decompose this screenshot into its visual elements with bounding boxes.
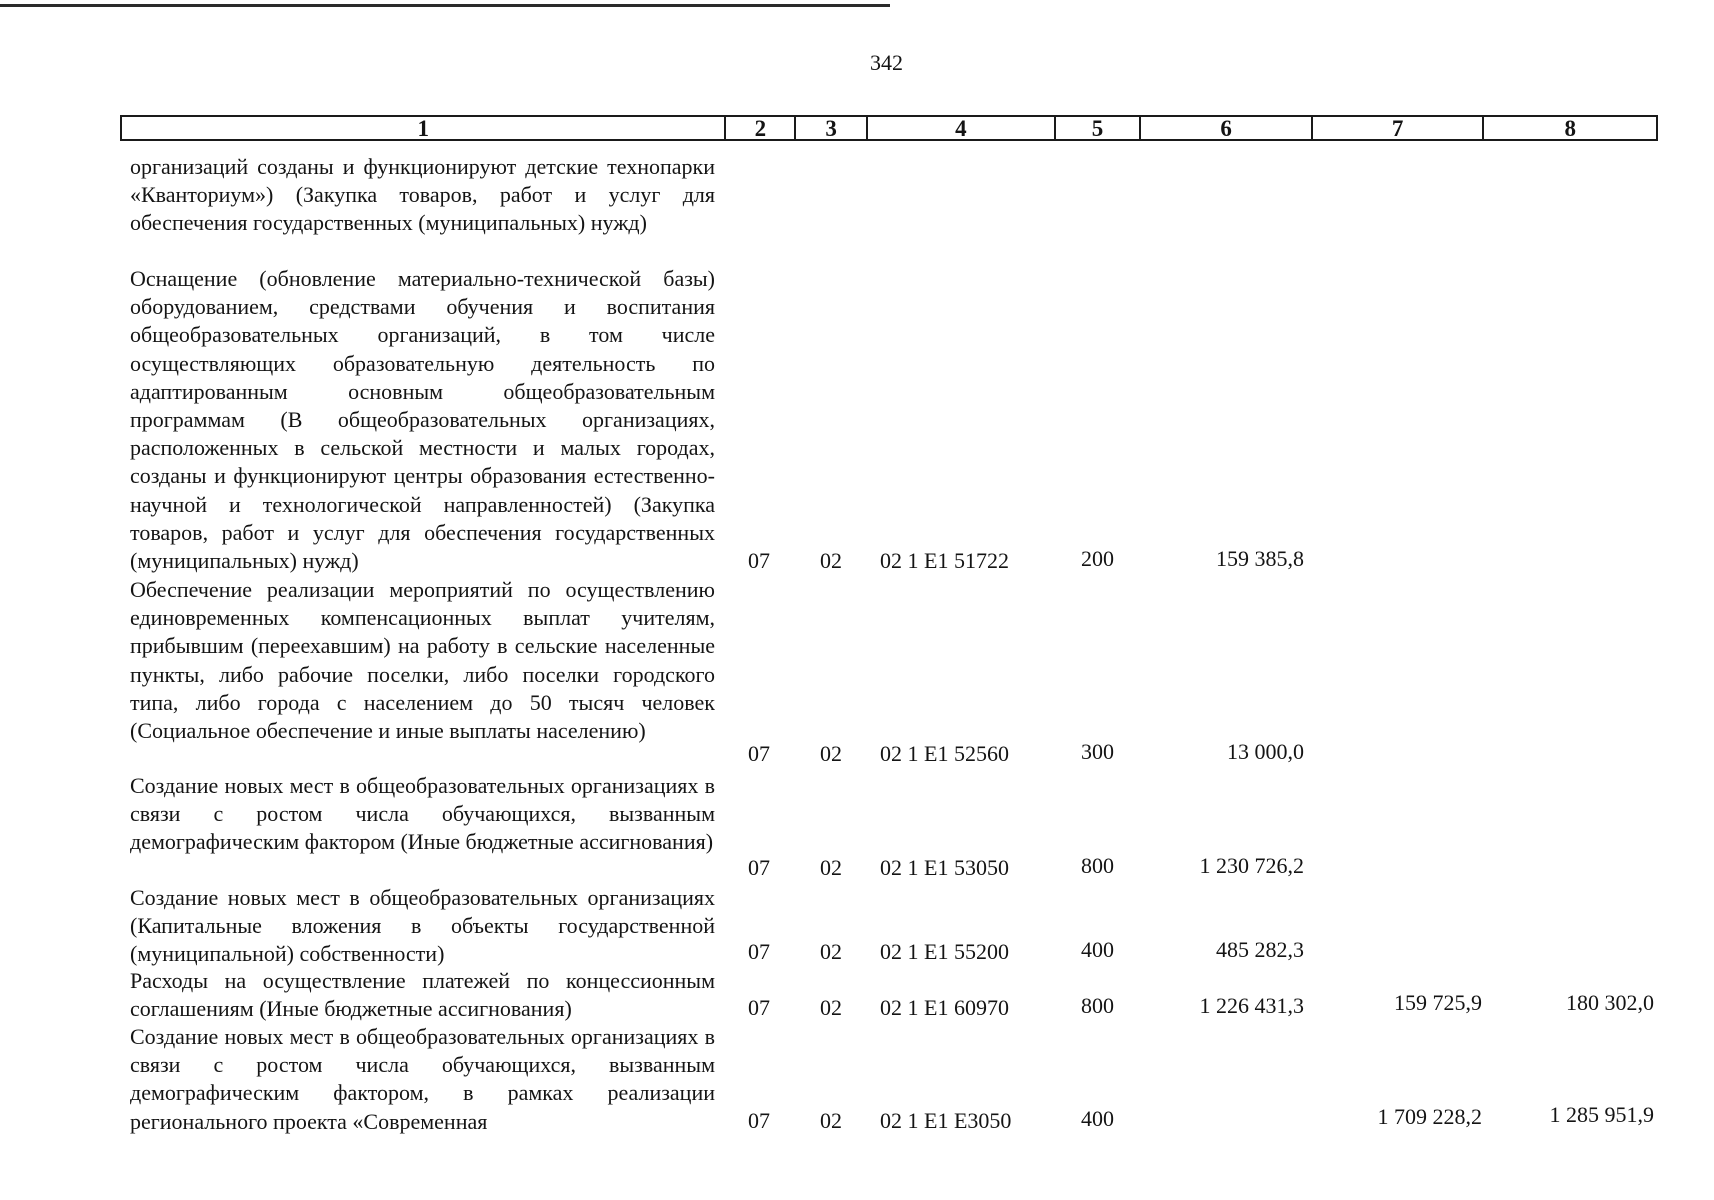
row-target-article: 02 1 E1 60970: [880, 995, 1009, 1020]
row-expense-type: 300: [1081, 739, 1114, 764]
header-col-3: 3: [796, 117, 868, 139]
row-subsection-code: 02: [820, 939, 842, 964]
header-col-7: 7: [1313, 117, 1485, 139]
row-subsection-code: 02: [820, 548, 842, 573]
row-description: организаций созданы и функционируют детские технопарки «Кванториум») (Закупка товаров, работ и услуг для обеспечения государственных (муниципальных) нужд): [130, 154, 715, 236]
row-section-code: 07: [748, 1108, 770, 1133]
scan-edge-line: [0, 4, 890, 7]
row-expense-type: 800: [1081, 853, 1114, 878]
row-section-code: 07: [748, 995, 770, 1020]
header-col-8: 8: [1564, 116, 1576, 141]
row-description: Создание новых мест в общеобразовательных организациях в связи с ростом числа обучающихся, вызванным демографическим фактором (Иные бюджетные ассигнования): [130, 773, 715, 855]
row-section-code: 07: [748, 741, 770, 766]
header-col-5: 5: [1056, 117, 1142, 139]
row-subsection-code: 02: [820, 741, 842, 766]
header-col-1: 1: [122, 117, 726, 139]
header-col-4: 4: [868, 117, 1056, 139]
row-target-article: 02 1 E1 52560: [880, 741, 1009, 766]
row-section-code: 07: [748, 939, 770, 964]
row-expense-type: 400: [1081, 1106, 1114, 1131]
row-amount-col6: 485 282,3: [1216, 937, 1304, 962]
row-section-code: 07: [748, 855, 770, 880]
row-amount-col6: 1 226 431,3: [1199, 993, 1304, 1018]
row-amount-col8: 180 302,0: [1566, 990, 1654, 1015]
row-amount-col6: 159 385,8: [1216, 546, 1304, 571]
row-expense-type: 400: [1081, 937, 1114, 962]
row-subsection-code: 02: [820, 855, 842, 880]
row-amount-col8: 1 285 951,9: [1549, 1102, 1654, 1127]
header-col-2: 2: [726, 117, 796, 139]
row-description: Создание новых мест в общеобразовательных организациях в связи с ростом числа обучающихся, вызванным демографическим фактором, в рамках реализации регионального проекта «Современная: [130, 1024, 715, 1134]
row-target-article: 02 1 E1 51722: [880, 548, 1009, 573]
row-section-code: 07: [748, 548, 770, 573]
row-target-article: 02 1 E1 E3050: [880, 1108, 1012, 1133]
row-expense-type: 800: [1081, 993, 1114, 1018]
row-target-article: 02 1 E1 55200: [880, 939, 1009, 964]
page-number: 342: [870, 50, 903, 75]
row-amount-col7: 1 709 228,2: [1377, 1104, 1482, 1129]
row-description: Обеспечение реализации мероприятий по осуществлению единовременных компенсационных выплат учителям, прибывшим (переехавшим) на работу в сельские населенные пункты, либо рабочие поселки, либо поселки городского типа, либо города с населением до 50 тысяч человек (Социальное обеспечение и иные выплаты населению): [130, 577, 715, 744]
row-amount-col6: 1 230 726,2: [1199, 853, 1304, 878]
header-col-6: 6: [1141, 117, 1313, 139]
table-header: [120, 115, 1658, 141]
row-amount-col7: 159 725,9: [1394, 990, 1482, 1015]
row-amount-col6: 13 000,0: [1227, 739, 1304, 764]
row-subsection-code: 02: [820, 1108, 842, 1133]
row-expense-type: 200: [1081, 546, 1114, 571]
row-description: Оснащение (обновление материально-технической базы) оборудованием, средствами обучения и воспитания общеобразовательных организаций, в том числе осуществляющих образовательную деятельность по адаптированным основным общеобразовательным программам (В общеобразовательных организациях, расположенных в сельской местности и малых городах, созданы и функционируют центры образования естественно-научной и технологической направленностей) (Закупка товаров, работ и услуг для обеспечения государственных (муниципальных) нужд): [130, 266, 715, 574]
row-description: Создание новых мест в общеобразовательных организациях (Капитальные вложения в объекты государственной (муниципальной) собственности): [130, 885, 715, 967]
row-subsection-code: 02: [820, 995, 842, 1020]
row-target-article: 02 1 E1 53050: [880, 855, 1009, 880]
row-description: Расходы на осуществление платежей по концессионным соглашениям (Иные бюджетные ассигнования): [130, 968, 715, 1022]
